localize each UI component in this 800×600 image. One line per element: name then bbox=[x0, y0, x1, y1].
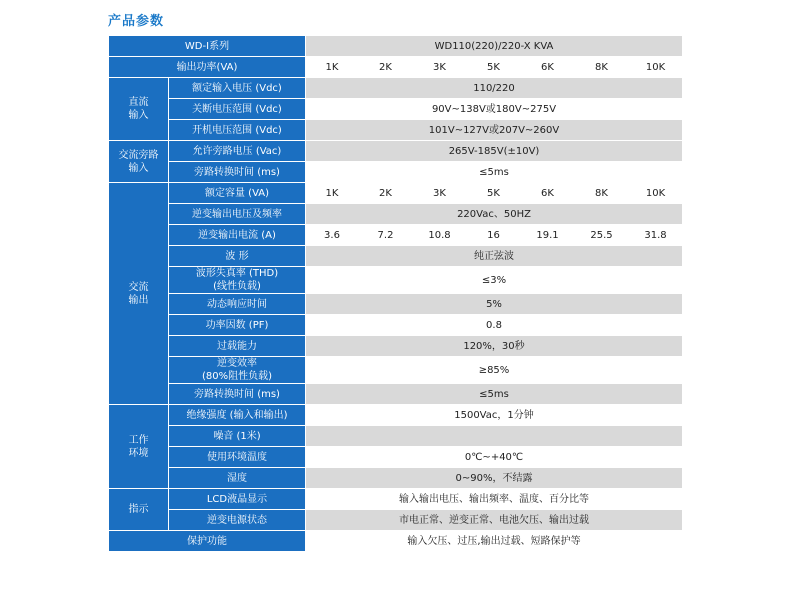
param-label: 关断电压范围 (Vdc) bbox=[169, 99, 306, 120]
param-label: 旁路转换时间 (ms) bbox=[169, 162, 306, 183]
table-row bbox=[109, 447, 683, 468]
table-row bbox=[109, 225, 683, 246]
capacity-value: 10K bbox=[629, 183, 683, 204]
capacity-value: 10K bbox=[629, 57, 683, 78]
capacity-value: 1K bbox=[306, 57, 359, 78]
param-value: ≥85% bbox=[306, 357, 683, 384]
param-value: 101V~127V或207V~260V bbox=[306, 120, 683, 141]
param-value: ≤3% bbox=[306, 267, 683, 294]
category-dc-input: 直流 输入 bbox=[109, 78, 169, 141]
current-value: 10.8 bbox=[413, 225, 467, 246]
param-value: 0.8 bbox=[306, 315, 683, 336]
param-label: 开机电压范围 (Vdc) bbox=[169, 120, 306, 141]
param-value: 90V~138V或180V~275V bbox=[306, 99, 683, 120]
param-value: 5% bbox=[306, 294, 683, 315]
param-label: 使用环境温度 bbox=[169, 447, 306, 468]
capacity-value: 3K bbox=[413, 57, 467, 78]
param-label: 湿度 bbox=[169, 468, 306, 489]
param-label: 波 形 bbox=[169, 246, 306, 267]
protection-value: 输入欠压、过压,输出过载、短路保护等 bbox=[306, 531, 683, 552]
param-value: 市电正常、逆变正常、电池欠压、输出过载 bbox=[306, 510, 683, 531]
series-label: WD-I系列 bbox=[109, 36, 306, 57]
param-value: 265V-185V(±10V) bbox=[306, 141, 683, 162]
capacity-value: 8K bbox=[575, 57, 629, 78]
table-row bbox=[109, 204, 683, 225]
spec-table bbox=[108, 35, 683, 552]
param-label: 额定输入电压 (Vdc) bbox=[169, 78, 306, 99]
capacity-value: 5K bbox=[467, 57, 521, 78]
table-row bbox=[109, 315, 683, 336]
table-row bbox=[109, 36, 683, 57]
param-value: ≤5ms bbox=[306, 384, 683, 405]
capacity-value: 6K bbox=[521, 183, 575, 204]
param-label: 动态响应时间 bbox=[169, 294, 306, 315]
param-label: 绝缘强度 (输入和输出) bbox=[169, 405, 306, 426]
current-value: 25.5 bbox=[575, 225, 629, 246]
param-value: 输入输出电压、输出频率、温度、百分比等 bbox=[306, 489, 683, 510]
param-value bbox=[306, 426, 683, 447]
param-label: 噪音 (1米) bbox=[169, 426, 306, 447]
table-row bbox=[109, 141, 683, 162]
param-value: 0℃~+40℃ bbox=[306, 447, 683, 468]
table-row bbox=[109, 183, 683, 204]
param-value: 0~90%，不结露 bbox=[306, 468, 683, 489]
param-label: 波形失真率 (THD) (线性负载) bbox=[169, 267, 306, 294]
table-row bbox=[109, 246, 683, 267]
category-environment: 工作 环境 bbox=[109, 405, 169, 489]
table-row bbox=[109, 357, 683, 384]
current-value: 16 bbox=[467, 225, 521, 246]
param-label: 额定容量 (VA) bbox=[169, 183, 306, 204]
table-row bbox=[109, 510, 683, 531]
param-label: 逆变输出电压及频率 bbox=[169, 204, 306, 225]
table-row bbox=[109, 267, 683, 294]
table-row bbox=[109, 384, 683, 405]
param-value: 220Vac、50HZ bbox=[306, 204, 683, 225]
current-value: 19.1 bbox=[521, 225, 575, 246]
capacity-value: 3K bbox=[413, 183, 467, 204]
table-row bbox=[109, 78, 683, 99]
current-value: 7.2 bbox=[359, 225, 413, 246]
table-row bbox=[109, 294, 683, 315]
param-label: 逆变输出电流 (A) bbox=[169, 225, 306, 246]
param-label: 允许旁路电压 (Vac) bbox=[169, 141, 306, 162]
capacity-value: 2K bbox=[359, 183, 413, 204]
table-row bbox=[109, 468, 683, 489]
param-label: 旁路转换时间 (ms) bbox=[169, 384, 306, 405]
table-row bbox=[109, 162, 683, 183]
param-value: 1500Vac，1分钟 bbox=[306, 405, 683, 426]
param-value: ≤5ms bbox=[306, 162, 683, 183]
page-title: 产品参数 bbox=[108, 14, 165, 29]
model-value: WD110(220)/220-X KVA bbox=[306, 36, 683, 57]
param-label: 功率因数 (PF) bbox=[169, 315, 306, 336]
capacity-value: 6K bbox=[521, 57, 575, 78]
table-row bbox=[109, 531, 683, 552]
table-row bbox=[109, 57, 683, 78]
capacity-value: 1K bbox=[306, 183, 359, 204]
table-row bbox=[109, 336, 683, 357]
param-value: 纯正弦波 bbox=[306, 246, 683, 267]
category-indicator: 指示 bbox=[109, 489, 169, 531]
param-value: 120%，30秒 bbox=[306, 336, 683, 357]
capacity-value: 5K bbox=[467, 183, 521, 204]
protection-label: 保护功能 bbox=[109, 531, 306, 552]
current-value: 31.8 bbox=[629, 225, 683, 246]
param-label: 过载能力 bbox=[169, 336, 306, 357]
table-row bbox=[109, 405, 683, 426]
table-row bbox=[109, 99, 683, 120]
param-label: 逆变电源状态 bbox=[169, 510, 306, 531]
param-label: 逆变效率 (80%阻性负载) bbox=[169, 357, 306, 384]
table-row bbox=[109, 426, 683, 447]
capacity-value: 2K bbox=[359, 57, 413, 78]
category-bypass-input: 交流旁路 输入 bbox=[109, 141, 169, 183]
table-row bbox=[109, 120, 683, 141]
capacity-value: 8K bbox=[575, 183, 629, 204]
table-row bbox=[109, 489, 683, 510]
param-value: 110/220 bbox=[306, 78, 683, 99]
category-ac-output: 交流 输出 bbox=[109, 183, 169, 405]
current-value: 3.6 bbox=[306, 225, 359, 246]
capacity-label: 输出功率(VA) bbox=[109, 57, 306, 78]
param-label: LCD液晶显示 bbox=[169, 489, 306, 510]
